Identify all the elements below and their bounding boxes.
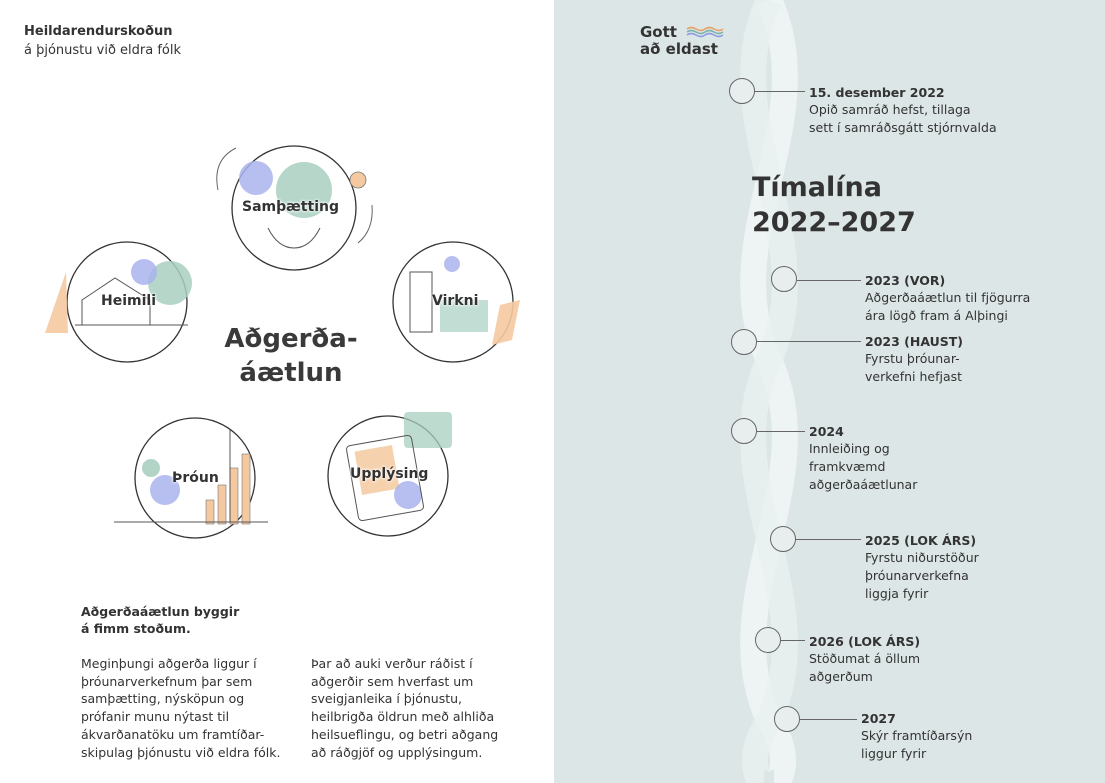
event-line: Skýr framtíðarsýn	[861, 728, 973, 743]
timeline-node	[731, 329, 757, 355]
pillars-illustration	[0, 0, 554, 560]
timeline-title-line2: 2022–2027	[752, 207, 916, 238]
event-description	[865, 350, 962, 386]
event-line: Fyrstu niðurstöður	[865, 550, 979, 565]
event-line: verkefni hefjast	[865, 369, 963, 384]
timeline-connector	[755, 91, 805, 92]
timeline-connector	[797, 280, 861, 281]
pillar-label-virkni: Virkni	[432, 293, 479, 309]
pillar-label-heimili: Heimili	[101, 293, 156, 309]
pillar-label-throun: Þróun	[172, 470, 219, 486]
event-description	[809, 101, 997, 137]
event-description	[861, 727, 972, 763]
body-line: samþætting, nýsköpun og	[81, 691, 245, 707]
body-line: heilbrigða öldrun með alhliða	[311, 709, 495, 725]
timeline-connector	[757, 431, 805, 432]
body-line: sveigjanleika í þjónustu,	[311, 691, 463, 707]
brand-line1: Gott	[640, 23, 677, 41]
event-date: 2027	[861, 711, 896, 726]
body-line: heilsueflingu, og betri aðgang	[311, 726, 499, 742]
event-line: þróunarverkefna	[865, 568, 969, 583]
timeline-connector	[800, 719, 857, 720]
timeline-node	[729, 78, 755, 104]
event-line: Fyrstu þróunar-	[865, 351, 960, 366]
intro-line: Aðgerðaáætlun byggir	[81, 604, 240, 619]
event-line: framkvæmd	[809, 459, 886, 474]
pillar-label-samthaetting: Samþætting	[242, 199, 339, 215]
timeline-node	[770, 526, 796, 552]
timeline-node	[774, 706, 800, 732]
center-title-line2: áætlun	[239, 358, 343, 388]
event-date: 2025 (LOK ÁRS)	[865, 533, 977, 548]
header-subtitle: á þjónustu við eldra fólk	[24, 43, 182, 58]
body-column-1	[81, 655, 296, 761]
timeline-connector	[757, 341, 861, 342]
event-line: liggur fyrir	[861, 746, 927, 761]
event-line: ára lögð fram á Alþingi	[865, 308, 1008, 323]
timeline-connector	[781, 640, 805, 641]
event-description	[809, 440, 917, 494]
body-line: aðgerðir sem hverfast um	[311, 673, 474, 689]
timeline-node	[771, 266, 797, 292]
timeline-node	[731, 418, 757, 444]
event-date: 2023 (HAUST)	[865, 334, 963, 349]
body-line: að ráðgjöf og upplýsingum.	[311, 744, 483, 760]
body-column-2	[311, 655, 526, 761]
event-line: Stöðumat á öllum	[809, 651, 921, 666]
header-title: Heildarendurskoðun	[24, 24, 173, 39]
timeline-title	[752, 170, 916, 240]
event-description	[865, 549, 979, 603]
body-line: Meginþungi aðgerða liggur í	[81, 656, 257, 671]
event-line: aðgerðaáætlunar	[809, 477, 918, 492]
body-line: ákvarðanatöku um framtíðar-	[81, 726, 265, 742]
brand-line2: að eldast	[640, 40, 718, 58]
intro-text	[81, 603, 281, 637]
event-line: Opið samráð hefst, tillaga	[809, 102, 971, 117]
body-line: prófanir munu nýtast til	[81, 709, 230, 725]
timeline-page	[554, 0, 1105, 783]
event-line: Innleiðing og	[809, 441, 890, 456]
timeline-title-line1: Tímalína	[752, 172, 882, 203]
event-line: sett í samráðsgátt stjórnvalda	[809, 120, 997, 135]
body-line: þróunarverkefnum þar sem	[81, 673, 253, 689]
event-description	[809, 650, 920, 686]
wave-logo-icon	[686, 26, 724, 38]
timeline-connector	[796, 539, 861, 540]
intro-line: á fimm stoðum.	[81, 621, 191, 636]
body-line: skipulag þjónustu við eldra fólk.	[81, 744, 281, 760]
timeline-node	[755, 627, 781, 653]
body-line: Þar að auki verður ráðist í	[311, 656, 473, 671]
event-date: 2023 (VOR)	[865, 273, 946, 288]
event-line: aðgerðum	[809, 669, 873, 684]
event-date: 15. desember 2022	[809, 85, 945, 100]
pillar-label-upplysing: Upplýsing	[350, 466, 429, 482]
event-line: liggja fyrir	[865, 586, 929, 601]
event-date: 2024	[809, 424, 844, 439]
event-line: Aðgerðaáætlun til fjögurra	[865, 290, 1031, 305]
event-description	[865, 289, 1030, 325]
center-title	[196, 322, 386, 390]
event-date: 2026 (LOK ÁRS)	[809, 634, 921, 649]
center-title-line1: Aðgerða-	[224, 324, 358, 354]
